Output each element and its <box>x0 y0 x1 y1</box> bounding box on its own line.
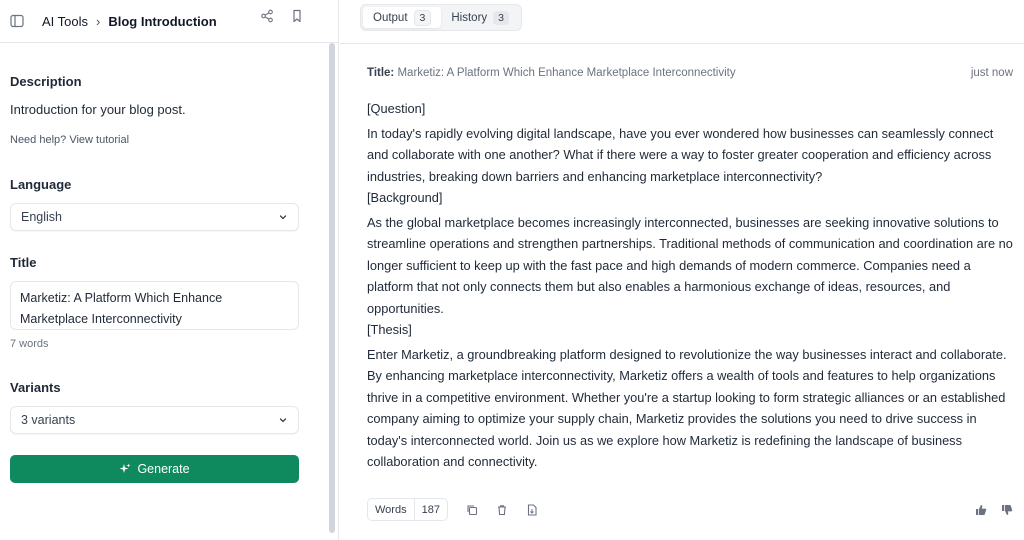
section-heading-thesis: [Thesis] <box>367 322 412 337</box>
sidebar-toggle-icon[interactable] <box>10 14 24 28</box>
output-body <box>367 98 1013 473</box>
language-label: Language <box>10 177 72 192</box>
output-timestamp: just now <box>970 67 1013 79</box>
chevron-down-icon <box>278 415 288 425</box>
top-actions <box>260 9 304 23</box>
breadcrumb <box>42 14 217 29</box>
language-select[interactable] <box>10 203 299 231</box>
title-word-count: 7 words <box>10 338 49 350</box>
description-text: Introduction for your blog post. <box>10 102 186 117</box>
variants-value: 3 variants <box>21 413 76 427</box>
tab-output[interactable] <box>363 7 441 28</box>
top-bar <box>0 0 338 43</box>
tab-history-label: History <box>451 11 488 24</box>
generate-label: Generate <box>137 462 190 476</box>
tab-history-count: 3 <box>493 11 509 25</box>
breadcrumb-current: Blog Introduction <box>108 13 217 29</box>
tutorial-link[interactable]: Need help? View tutorial <box>10 134 130 146</box>
left-scrollbar[interactable] <box>329 43 335 533</box>
footer-right <box>975 504 1013 516</box>
trash-icon[interactable] <box>496 504 508 516</box>
variants-label: Variants <box>10 380 61 395</box>
title-input[interactable]: Marketiz: A Platform Which Enhance Marketplace Interconnectivity <box>10 281 299 330</box>
footer-left <box>367 498 538 521</box>
title-label: Title <box>10 255 37 270</box>
paragraph-thesis: Enter Marketiz, a groundbreaking platform designed to revolutionize the way businesses interact and collaborate. By enhancing marketplace interconnectivity, Marketiz offers a wealth of tools and features to help organizations thrive in a competitive environment. Whether you're a startup looking to form strategic alliances or an established company aiming to optimize your supply chain, Marketiz provides the solutions you need to drive success in today's interconnected world. Join us as we explore how Marketiz is redefining the landscape of business collaboration and connectivity. <box>367 346 1007 469</box>
output-footer <box>367 498 1013 521</box>
word-count-badge <box>367 498 448 521</box>
breadcrumb-separator: › <box>96 13 101 29</box>
output-title-prefix: Title: <box>367 67 395 79</box>
output-card <box>367 67 1013 473</box>
chevron-down-icon <box>278 212 288 222</box>
thumbs-down-icon[interactable] <box>1001 504 1013 516</box>
words-label: Words <box>375 503 407 516</box>
section-heading-question: [Question] <box>367 101 426 116</box>
output-title <box>367 67 736 79</box>
description-label: Description <box>10 74 82 89</box>
help-link[interactable] <box>10 134 129 146</box>
variants-select[interactable] <box>10 406 299 434</box>
breadcrumb-root[interactable]: AI Tools <box>42 13 89 29</box>
header-divider <box>340 43 1024 44</box>
export-document-icon[interactable] <box>526 504 538 516</box>
language-value: English <box>21 210 62 224</box>
output-header <box>367 67 1013 79</box>
section-heading-background: [Background] <box>367 190 443 205</box>
words-count: 187 <box>421 503 440 516</box>
tab-output-count: 3 <box>414 10 432 26</box>
paragraph-question: In today's rapidly evolving digital landscape, have you ever wondered how businesses can seamlessly connect and collaborate with one another? What if there were a way to foster greater cooperation and efficiency across industries, breaking down barriers and enhancing marketplace interconnectivity? <box>367 125 994 184</box>
bookmark-icon[interactable] <box>290 9 304 23</box>
paragraph-background: As the global marketplace becomes increasingly interconnected, businesses are seeking innovative solutions to streamline operations and strengthen partnerships. Traditional methods of communication and coordination are no longer sufficient to keep up with the fast pace and high demands of modern commerce. Companies need a platform that not only connects them but also enables a harmonious exchange of ideas, resources, and opportunities. <box>367 214 1013 316</box>
output-tabs <box>360 4 522 31</box>
output-title-text: Marketiz: A Platform Which Enhance Marketplace Interconnectivity <box>397 67 736 79</box>
sparkles-icon <box>119 463 131 475</box>
tab-output-label: Output <box>373 11 408 24</box>
generate-button[interactable] <box>10 455 299 483</box>
left-panel <box>0 0 339 540</box>
thumbs-up-icon[interactable] <box>975 504 987 516</box>
share-icon[interactable] <box>260 9 274 23</box>
copy-icon[interactable] <box>466 504 478 516</box>
tab-history[interactable] <box>441 7 519 28</box>
